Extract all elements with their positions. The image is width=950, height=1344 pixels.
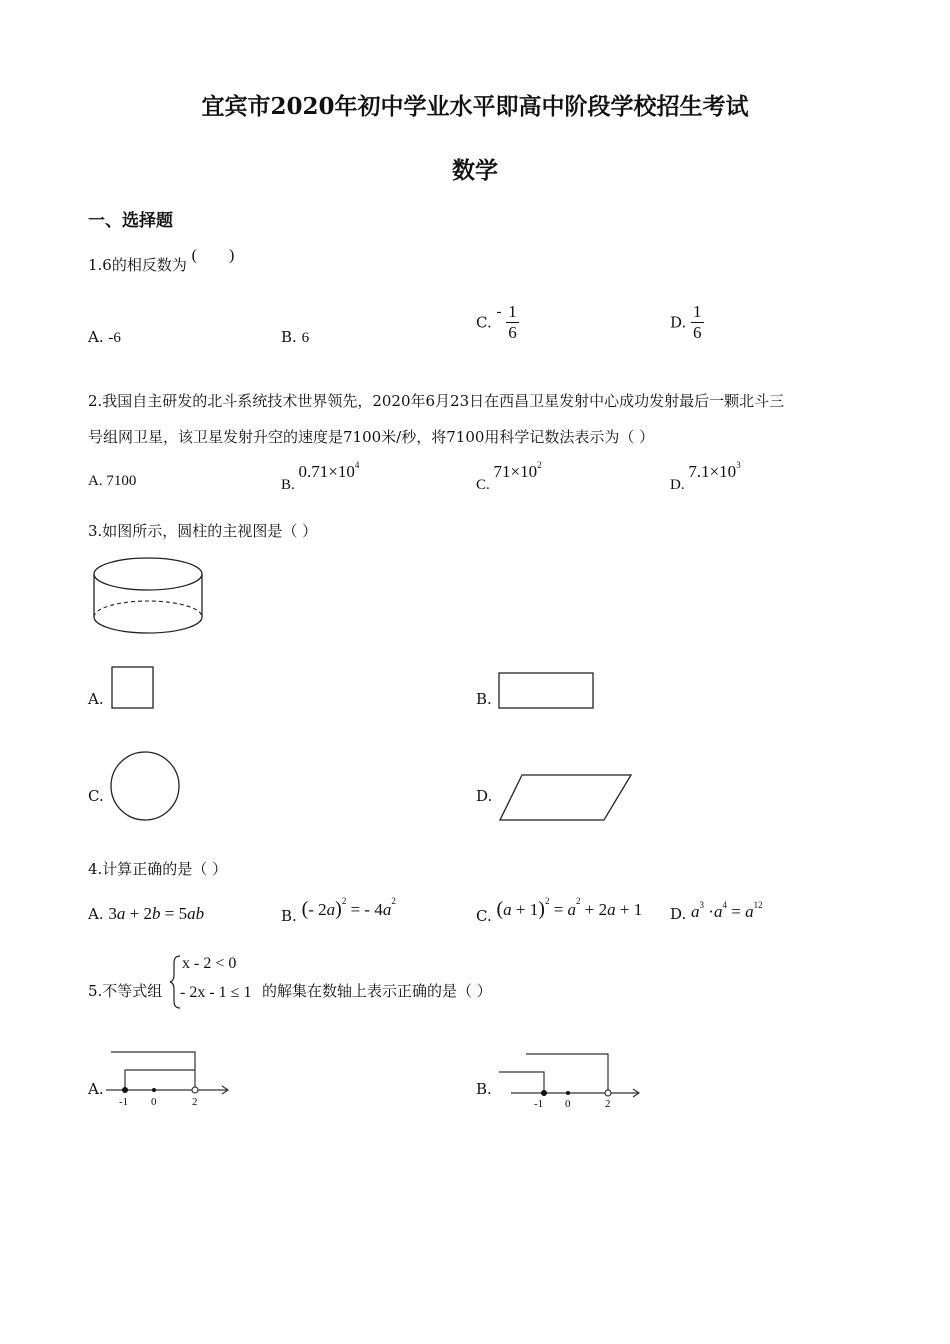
answer-paren: ( ) — [191, 247, 235, 264]
q1-option-c[interactable] — [476, 302, 519, 343]
expression-b: (- 2a)$^2$ = - $4a^2$ — [301, 896, 396, 920]
option-base: 71×10 — [493, 462, 538, 481]
exponent: 4 — [354, 460, 360, 470]
q5-option-a-label[interactable]: A. — [88, 1080, 104, 1098]
cylinder-figure — [90, 555, 210, 640]
q2-option-b[interactable] — [281, 460, 360, 493]
fraction — [506, 302, 519, 343]
denominator: 6 — [693, 323, 702, 342]
exam-title: 宜宾市2020年初中学业水平即高中阶段学校招生考试 — [201, 93, 749, 120]
option-label: A. — [88, 473, 103, 489]
tick-label: 2 — [605, 1098, 611, 1110]
tick-label: 0 — [151, 1096, 157, 1108]
q1-option-d[interactable] — [670, 302, 704, 343]
minus-sign: - — [496, 304, 502, 320]
tick-label: 0 — [565, 1098, 571, 1110]
tick-label: -1 — [119, 1096, 129, 1108]
q2-option-a[interactable] — [88, 473, 136, 490]
question-5-suffix: 的解集在数轴上表示正确的是（ ） — [262, 982, 492, 1000]
option-value: -6 — [108, 330, 121, 346]
q4-option-b[interactable] — [281, 896, 396, 925]
question-1-stem — [88, 247, 235, 275]
circle-shape[interactable] — [109, 750, 181, 822]
option-label: A. — [88, 328, 104, 346]
square-shape[interactable] — [111, 666, 155, 710]
expression-a: 3a + 2b = 5ab — [108, 904, 205, 923]
option-label: C. — [476, 907, 492, 925]
q3-option-c-label[interactable]: C. — [88, 787, 104, 805]
numerator: 1 — [693, 302, 702, 321]
q5-option-b-label[interactable]: B. — [476, 1080, 492, 1098]
expression-d: $a^3 \cdot a^4 = a^{12}$ — [691, 900, 763, 921]
parallelogram-shape[interactable] — [498, 773, 634, 823]
rectangle-shape[interactable] — [498, 672, 596, 710]
q1-option-a[interactable] — [88, 328, 121, 347]
option-label: D. — [670, 477, 685, 493]
fraction — [691, 302, 704, 343]
q4-option-c[interactable] — [476, 896, 643, 925]
q2-option-d[interactable] — [670, 460, 741, 493]
q4-option-d[interactable] — [670, 902, 763, 922]
question-4-stem: 4.计算正确的是（ ） — [88, 860, 228, 878]
section-heading: 一、选择题 — [88, 211, 173, 231]
option-value: 6 — [301, 330, 310, 346]
option-label: B. — [281, 328, 297, 346]
question-2-line-2: 号组网卫星，该卫星发射升空的速度是7100米/秒，将7100用科学记数法表示为（ ） — [88, 428, 655, 446]
option-label: D. — [670, 905, 687, 923]
option-label: A. — [88, 905, 104, 923]
q3-option-a-label[interactable]: A. — [88, 690, 104, 708]
subject-title: 数学 — [452, 157, 498, 184]
exponent: 3 — [736, 460, 741, 470]
option-base: 0.71×10 — [298, 462, 355, 481]
expression-c: $(a + 1)^2 = a^2 + 2a + 1$ — [496, 896, 643, 920]
q1-option-b[interactable] — [281, 328, 309, 347]
option-label: C. — [476, 313, 492, 332]
option-value: 7100 — [106, 473, 137, 489]
q3-option-d-label[interactable]: D. — [476, 787, 493, 805]
question-1-text: 1.6的相反数为 — [88, 256, 187, 274]
q4-option-a[interactable] — [88, 904, 204, 924]
option-label: C. — [476, 477, 490, 493]
question-2-line-1: 2.我国自主研发的北斗系统技术世界领先，2020年6月23日在西昌卫星发射中心成功发射最后一颗北斗三 — [88, 392, 785, 410]
tick-label: -1 — [534, 1098, 544, 1110]
tick-label: 2 — [192, 1096, 198, 1108]
q2-option-c[interactable] — [476, 460, 542, 493]
option-label: D. — [670, 313, 687, 332]
number-line-b[interactable] — [497, 1050, 645, 1110]
inequality-2: - 2x - 1 ≤ 1 — [180, 984, 252, 1001]
denominator: 6 — [508, 323, 517, 342]
question-3-stem: 3.如图所示，圆柱的主视图是（ ） — [88, 522, 318, 540]
option-label: B. — [281, 477, 295, 493]
numerator: 1 — [508, 302, 517, 321]
inequality-1: x - 2 < 0 — [182, 955, 237, 972]
option-base: 7.1×10 — [688, 462, 737, 481]
q3-option-b-label[interactable]: B. — [476, 690, 492, 708]
question-5-prefix: 5.不等式组 — [88, 982, 163, 1000]
option-label: B. — [281, 907, 297, 925]
exponent: 2 — [537, 460, 542, 470]
